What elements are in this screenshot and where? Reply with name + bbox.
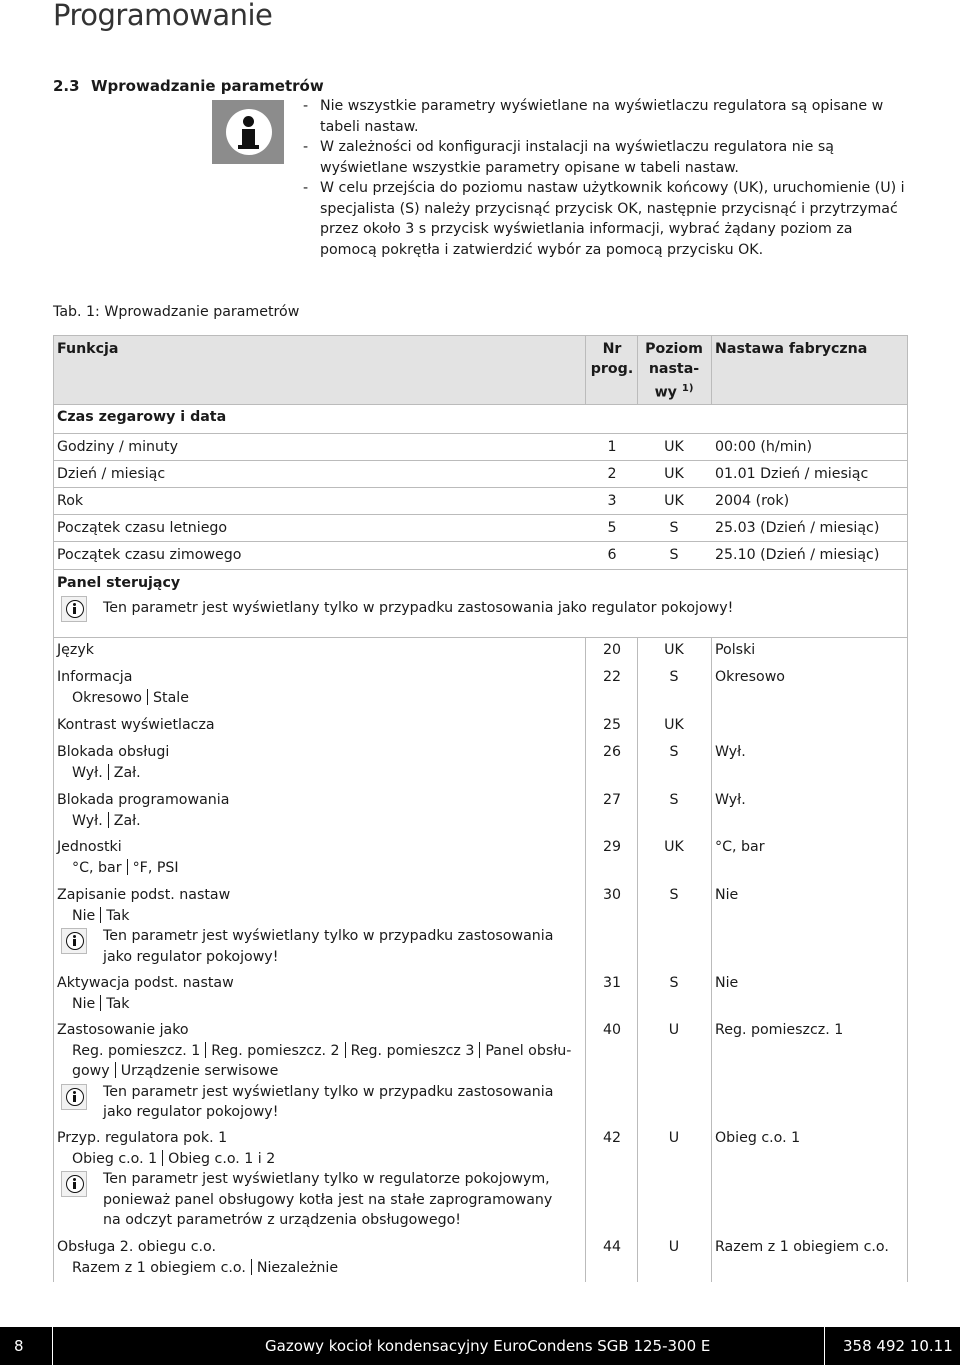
header-function: Funkcja <box>57 341 119 357</box>
table-header <box>54 335 907 405</box>
row-note: Ten parametr jest wyświetlany tylko w regulatorze pokojowym, ponieważ panel obsługowy kotła jest na stałe zaprogramowany na odczyt parametrów z urządzenia obsługowego! <box>57 1169 577 1231</box>
page-footer <box>0 1327 960 1365</box>
table-row: Początek czasu letniego 5 S 25.03 (Dzień / miesiąc) <box>54 514 907 541</box>
page-number: 8 <box>14 1337 24 1355</box>
document-number: 358 492 10.11 <box>843 1337 953 1355</box>
panel-rows: Język 20 UK Polski Informacja Okresowo Stale 22 S Okresowo Kontrast wyświetlacza 25 UK Blokada obsługi Wył. Zał. 26 S Wył. Blokada programowania Wył. Zał. 27 S Wył. Jednostki °C, bar °F, PSI 29 UK °C, bar Zapisanie podst. nastaw Nie Tak Ten parametr jest wyświetlany tylko w przypadku zastosowania jako regulator pokojowy! 30 S Nie Aktywacja podst. nastaw Nie Tak 31 S Nie Zastosowanie jako Reg. pomieszcz. 1 Reg. pomieszcz. 2 Reg. pomieszcz 3 Panel obsłu- gowy Urządzenie serwisowe Ten parametr jest wyświetlany tylko w przypadku zastosowania jako regulator pokojowy! 40 U Reg. pomieszcz. 1 Przyp. regulatora pok. 1 Obieg c.o. 1 Obieg c.o. 1 i 2 Ten parametr jest wyświetlany tylko w regulatorze pokojowym, ponieważ panel obsługowy kotła jest na stałe zaprogramowany na odczyt parametrów z urządzenia obsługowego! 42 U Obieg c.o. 1 Obsługa 2. obiegu c.o. Razem z 1 obiegiem c.o. Niezależnie 44 U Razem z 1 obiegiem c.o. <box>54 637 907 1365</box>
section-title: Wprowadzanie parametrów <box>91 77 324 95</box>
header-nr: Nr prog. <box>590 341 634 377</box>
info-icon <box>61 1084 87 1110</box>
note-item: - Nie wszystkie parametry wyświetlane na wyświetlaczu regulatora są opisane w tabeli nastaw. <box>303 96 913 137</box>
header-default: Nastawa fabryczna <box>715 341 868 357</box>
table-row: Rok 3 UK 2004 (rok) <box>54 487 907 514</box>
parameter-table <box>53 335 908 1282</box>
info-icon <box>61 1171 87 1197</box>
note-item: - W celu przejścia do poziomu nastaw użytkownik końcowy (UK), uruchomienie (U) i specjalista (S) należy przycisnąć przycisk OK, następnie przycisnąć i przytrzymać przez około 3 s przycisk wyświetlania informacji, wybrać żądany poziom za pomocą pokrętła i zatwierdzić wybór za pomocą przycisku OK. <box>303 178 913 260</box>
info-icon <box>61 928 87 954</box>
panel-note: Ten parametr jest wyświetlany tylko w przypadku zastosowania jako regulator pokojowy! <box>57 598 817 619</box>
row-note: Ten parametr jest wyświetlany tylko w przypadku zastosowania jako regulator pokojowy! <box>57 926 577 967</box>
notes-list <box>303 96 913 260</box>
section-number: 2.3 <box>53 77 80 95</box>
product-name: Gazowy kocioł kondensacyjny EuroCondens SGB 125-300 E <box>265 1337 711 1355</box>
page-title: Programowanie <box>53 0 273 32</box>
row-note: Ten parametr jest wyświetlany tylko w przypadku zastosowania jako regulator pokojowy! <box>57 1082 577 1123</box>
table-row: Dzień / miesiąc 2 UK 01.01 Dzień / miesiąc <box>54 460 907 487</box>
section-heading <box>53 77 324 95</box>
table-caption: Tab. 1: Wprowadzanie parametrów <box>53 304 300 320</box>
info-icon <box>212 100 284 164</box>
group-row-panel <box>54 569 907 637</box>
group-title: Czas zegarowy i data <box>57 409 227 425</box>
group-title: Panel sterujący <box>57 575 181 591</box>
info-icon <box>61 596 87 622</box>
table-row: Początek czasu zimowego 6 S 25.10 (Dzień / miesiąc) <box>54 541 907 569</box>
note-item: - W zależności od konfiguracji instalacji na wyświetlaczu regulatora nie są wyświetlane wszystkie parametry opisane w tabeli nastaw. <box>303 137 913 178</box>
header-level: Poziom nasta- wy $^{1)}$ <box>645 341 703 401</box>
table-row: Godziny / minuty 1 UK 00:00 (h/min) <box>54 433 907 460</box>
